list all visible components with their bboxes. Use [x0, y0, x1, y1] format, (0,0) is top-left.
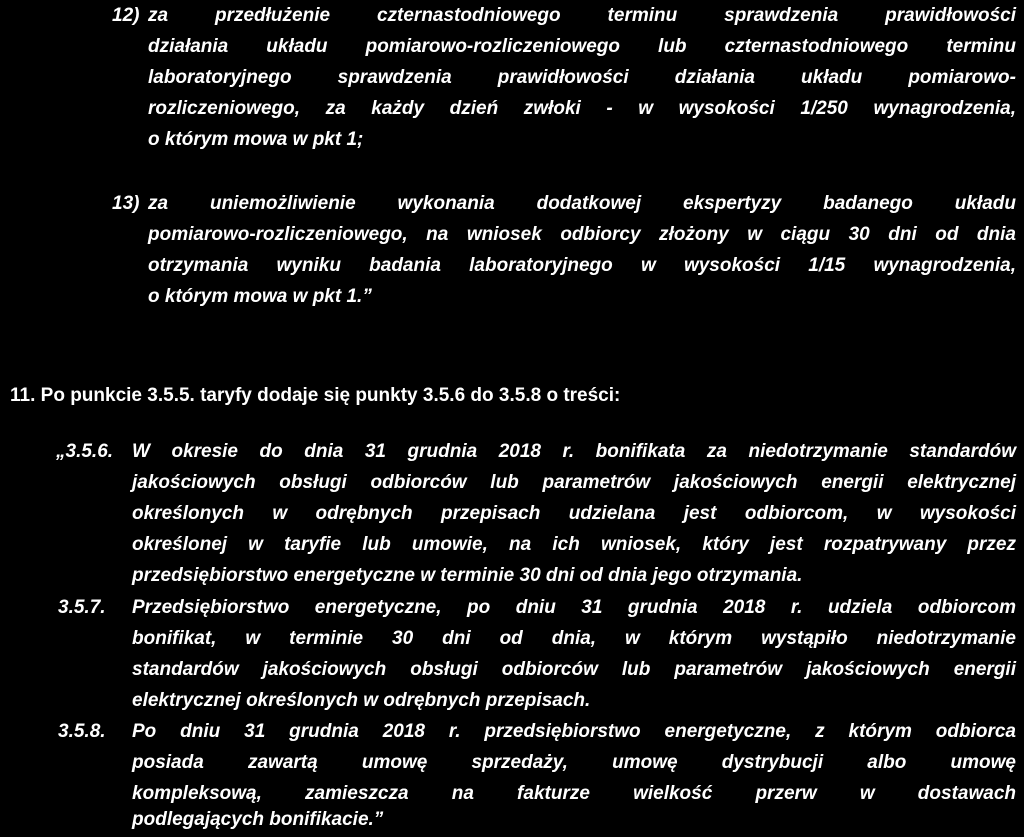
- text-line: otrzymania wyniku badania laboratoryjnego w wysokości 1/15 wynagrodzenia,: [148, 255, 1016, 276]
- text-line: podlegających bonifikacie.”: [132, 809, 384, 830]
- paragraph-number: „3.5.6.: [56, 441, 114, 462]
- text-line: działania układu pomiarowo-rozliczeniowego lub czternastodniowego terminu: [148, 36, 1016, 57]
- text-line: laboratoryjnego sprawdzenia prawidłowości działania układu pomiarowo-: [148, 67, 1016, 88]
- item-number: 13): [112, 193, 140, 214]
- text-line: W okresie do dnia 31 grudnia 2018 r. bonifikata za niedotrzymanie standardów: [132, 441, 1016, 462]
- text-line: elektrycznej określonych w odrębnych przepisach.: [132, 690, 591, 711]
- text-line: standardów jakościowych obsługi odbiorców lub parametrów jakościowych energii: [132, 659, 1016, 680]
- text-line: kompleksową, zamieszcza na fakturze wielkość przerw w dostawach: [132, 783, 1016, 804]
- section-heading: 11. Po punkcie 3.5.5. taryfy dodaje się punkty 3.5.6 do 3.5.8 o treści:: [10, 385, 621, 406]
- text-line: bonifikat, w terminie 30 dni od dnia, w którym wystąpiło niedotrzymanie: [132, 628, 1016, 649]
- text-line: określonych w odrębnych przepisach udzielana jest odbiorcom, w wysokości: [132, 503, 1016, 524]
- text-line: przedsiębiorstwo energetyczne w terminie 30 dni od dnia jego otrzymania.: [132, 565, 803, 586]
- text-line: Po dniu 31 grudnia 2018 r. przedsiębiorstwo energetyczne, z którym odbiorca: [132, 721, 1016, 742]
- paragraph-number: 3.5.7.: [58, 597, 106, 618]
- text-line: za przedłużenie czternastodniowego terminu sprawdzenia prawidłowości: [148, 5, 1016, 26]
- text-line: określonej w taryfie lub umowie, na ich wniosek, który jest rozpatrywany przez: [132, 534, 1016, 555]
- text-line: posiada zawartą umowę sprzedaży, umowę dystrybucji albo umowę: [132, 752, 1016, 773]
- text-line: jakościowych obsługi odbiorców lub parametrów jakościowych energii elektrycznej: [132, 472, 1016, 493]
- paragraph-number: 3.5.8.: [58, 721, 106, 742]
- text-line: pomiarowo-rozliczeniowego, na wniosek odbiorcy złożony w ciągu 30 dni od dnia: [148, 224, 1016, 245]
- text-line: rozliczeniowego, za każdy dzień zwłoki - w wysokości 1/250 wynagrodzenia,: [148, 98, 1016, 119]
- text-line: Przedsiębiorstwo energetyczne, po dniu 31 grudnia 2018 r. udziela odbiorcom: [132, 597, 1016, 618]
- text-line: za uniemożliwienie wykonania dodatkowej ekspertyzy badanego układu: [148, 193, 1016, 214]
- item-number: 12): [112, 5, 140, 26]
- text-line: o którym mowa w pkt 1;: [148, 129, 364, 150]
- text-line: o którym mowa w pkt 1.”: [148, 286, 372, 307]
